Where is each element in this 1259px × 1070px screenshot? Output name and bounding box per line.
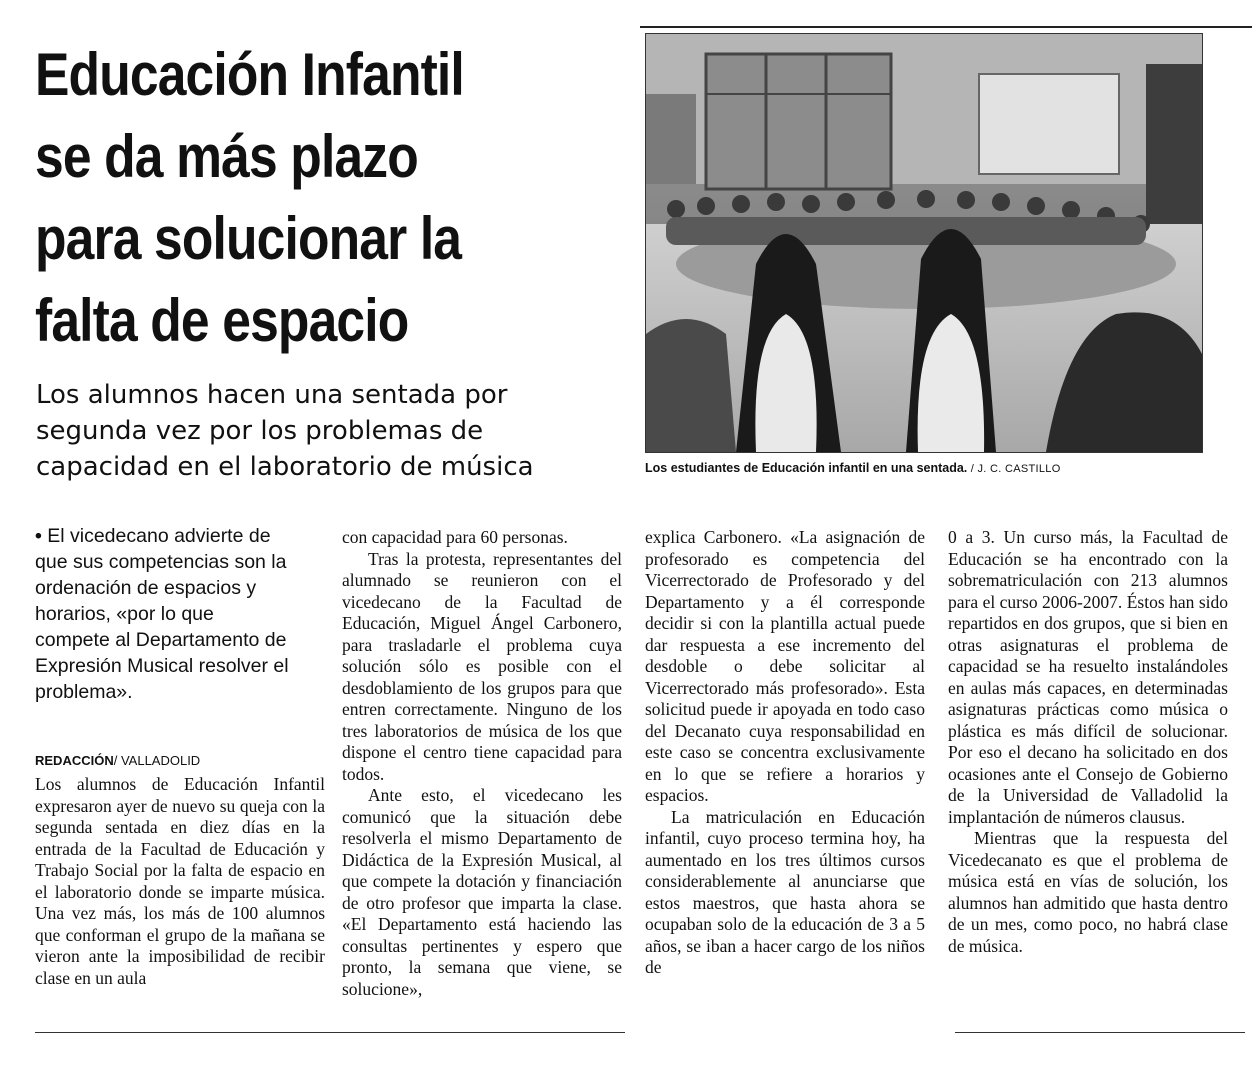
paragraph: explica Carbonero. «La asignación de profesorado es competencia del Vicerrectorado de Profesorado y del Departamento y a él corresponde decidir si con la plantilla actual puede dar respuesta a ese incremento del desdoble o debe solicitar al Vicerrectorado más profesorado». Esta solicitud puede ir apoyada en todo caso del Decanato cuya responsabilidad en este caso se concentra exclusivamente en lo que se refiere a horarios y espacios. (645, 527, 925, 805)
article-column-3 (645, 527, 925, 979)
bottom-rule (35, 1032, 625, 1033)
article-column-2 (342, 527, 622, 1000)
bullet-icon: • (35, 525, 42, 547)
lede-summary (35, 523, 290, 705)
paragraph: Ante esto, el vicedecano les comunicó que la situación debe resolverla el mismo Departamento de Didáctica de la Expresión Musical, al que compete la dotación y financiación de otro profesor que imparta la clase. «El Departamento está haciendo las consultas pertinentes y espero que pronto, la semana que viene, se solucione», (342, 785, 622, 999)
article-photo (645, 33, 1203, 453)
byline-location: / VALLADOLID (113, 753, 201, 768)
paragraph: Los alumnos de Educación Infantil expresaron ayer de nuevo su queja con la segunda sentada en diez días en la entrada de la Facultad de Educación y Trabajo Social por la falta de espacio en el laboratorio donde se imparte música. Una vez más, los más de 100 alumnos que conforman el grupo de la mañana se vieron ante la imposibilidad de recibir clase en un aula (35, 774, 325, 988)
paragraph: Tras la protesta, representantes del alumnado se reunieron con el vicedecano de la Facultad de Educación, Miguel Ángel Carbonero, para trasladarle el problema cuya solución sólo es posible con el desdoblamiento de los grupos para que entren correctamente. Ninguno de los tres laboratorios de música de los que dispone el centro tiene capacidad para todos. (342, 548, 622, 784)
bottom-rule (955, 1032, 1245, 1033)
paragraph: Mientras que la respuesta del Vicedecanato es que el problema de música está en vías de solución, los alumnos han admitido que hasta dentro de un mes, como poco, no habrá clase de música. (948, 828, 1228, 956)
photo-caption (645, 461, 1245, 475)
paragraph: 0 a 3. Un curso más, la Facultad de Educación se ha encontrado con la sobrematriculación con 213 alumnos para el curso 2006-2007. Éstos han sido repartidos en dos grupos, que si bien en otras asignaturas el problema de capacidad se ha resuelto instalándoles en aulas más capaces, en determinadas asignaturas prácticas como música o plástica es más difícil de solucionar. Por eso el decano ha solicitado en dos ocasiones ante el Consejo de Gobierno de la Universidad de Valladolid la implantación de números clausus. (948, 527, 1228, 827)
photo-sit-in-illustration (646, 34, 1202, 452)
subhead-line: Los alumnos hacen una sentada por (36, 380, 508, 410)
caption-text: Los estudiantes de Educación infantil en una sentada. (645, 461, 968, 475)
headline (35, 34, 551, 362)
byline (35, 753, 200, 768)
subhead-line: segunda vez por los problemas de (36, 416, 484, 446)
article-column-4 (948, 527, 1228, 957)
headline-line: Educación Infantil (35, 41, 464, 108)
top-rule (640, 26, 1252, 28)
subhead-line: capacidad en el laboratorio de música (36, 452, 534, 482)
byline-author: REDACCIÓN (35, 753, 114, 768)
paragraph: con capacidad para 60 personas. (342, 527, 568, 547)
article-column-1 (35, 774, 325, 989)
headline-line: se da más plazo (35, 123, 418, 190)
headline-line: para solucionar la (35, 205, 462, 272)
headline-line: falta de espacio (35, 287, 409, 354)
lede-text: El vicedecano advierte de que sus competencias son la ordenación de espacios y horarios, «por lo que compete al Departamento de Expresión Musical resolver el problema». (35, 525, 289, 703)
photo-credit: / J. C. CASTILLO (970, 463, 1061, 475)
subheadline (36, 377, 636, 485)
paragraph: La matriculación en Educación infantil, cuyo proceso termina hoy, ha aumentado en los tres últimos cursos considerablemente al anunciarse que estos maestros, que hasta ahora se ocupaban solo de la educación de 3 a 5 años, se iban a hacer cargo de los niños de (645, 806, 925, 977)
